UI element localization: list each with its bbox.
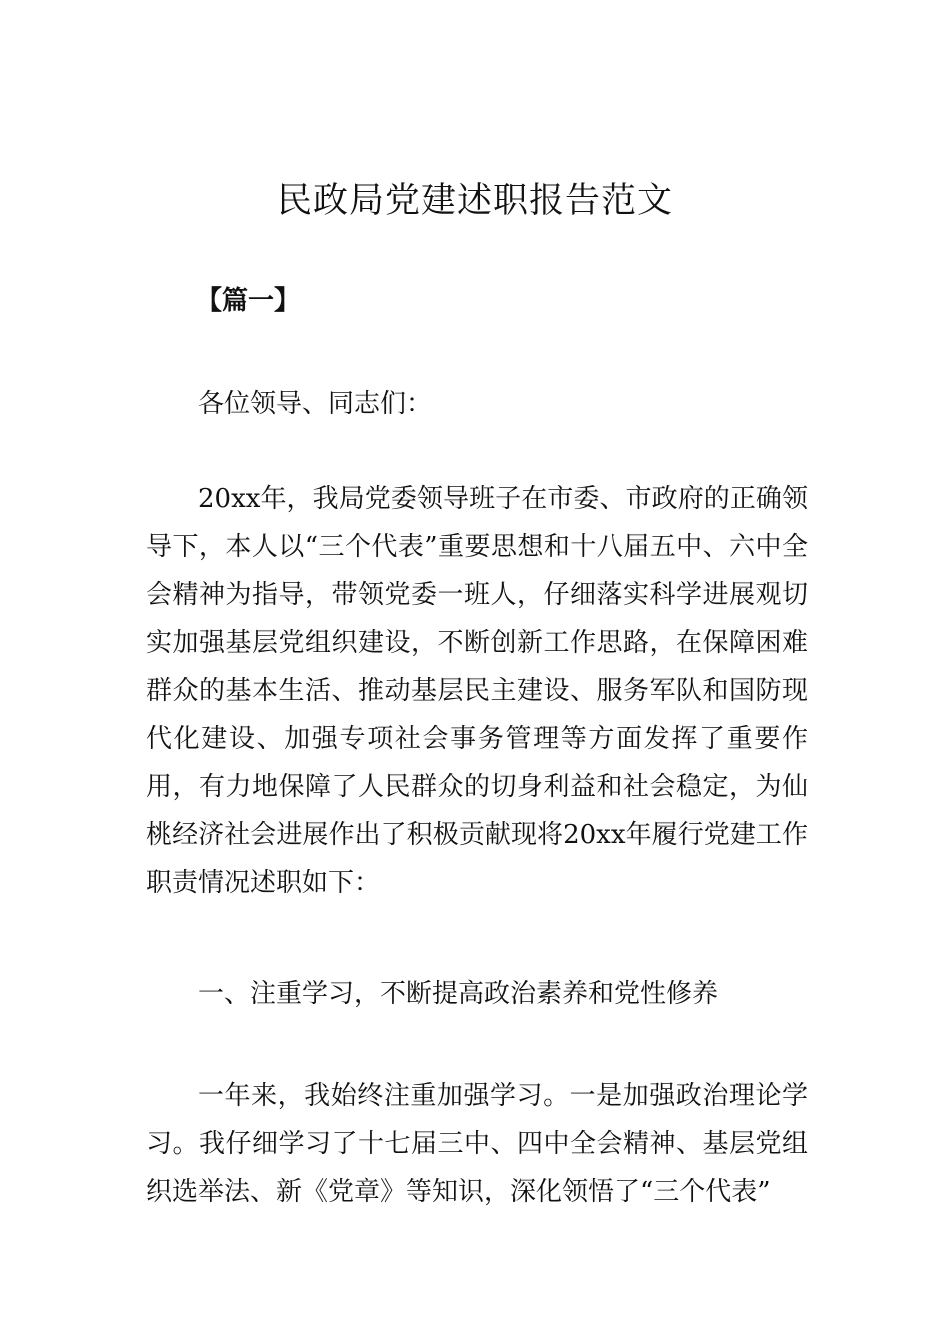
body-paragraph-1: 20xx年，我局党委领导班子在市委、市政府的正确领导下，本人以“三个代表”重要思想和十八届五中、六中全会精神为指导，带领党委一班人，仔细落实科学进展观切实加强基层党组织建设，不断创新工作思路，在保障困难群众的基本生活、推动基层民主建设、服务军队和国防现代化建设、加强专项社会事务管理等方面发挥了重要作用，有力地保障了人民群众的切身利益和社会稳定，为仙桃经济社会进展作出了积极贡献现将20xx年履行党建工作职责情况述职如下： [146,484,808,898]
section-label: 【篇一】 [196,286,301,316]
body-paragraph-2: 一年来，我始终注重加强学习。一是加强政治理论学习。我仔细学习了十七届三中、四中全会精神、基层党组织选举法、新《党章》等知识，深化领悟了“三个代表” [146,1081,808,1207]
section-heading-1: 一、注重学习，不断提高政治素养和党性修养 [198,979,719,1009]
greeting-line: 各位领导、同志们： [198,389,433,419]
document-title: 民政局党建述职报告范文 [276,181,673,221]
